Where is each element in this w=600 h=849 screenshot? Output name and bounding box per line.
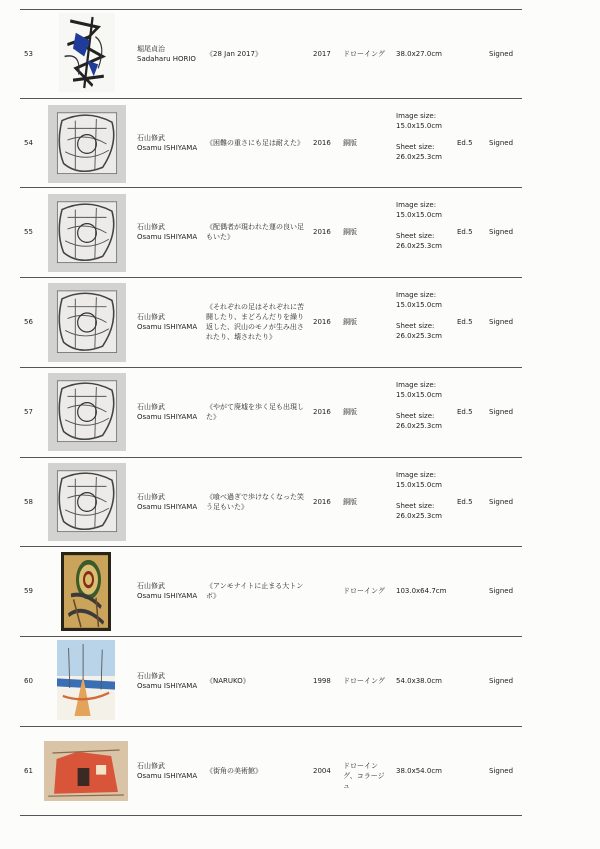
dimensions: 103.0x64.7cm xyxy=(396,587,447,595)
sheet-size-value: 26.0x25.3cm xyxy=(396,422,442,430)
signed-status: Signed xyxy=(489,587,514,595)
artist-name-en: Sadaharu HORIO xyxy=(137,54,196,63)
artist-name-ja: 石山修武 xyxy=(137,672,165,680)
edition: Ed.5 xyxy=(457,408,473,416)
artwork-thumbnail xyxy=(48,194,126,272)
row-divider xyxy=(20,277,522,278)
row-divider xyxy=(20,98,522,99)
edition: Ed.5 xyxy=(457,228,473,236)
medium: 銅版 xyxy=(343,138,357,147)
artist-name-ja: 石山修武 xyxy=(137,403,165,411)
image-size-value: 15.0x15.0cm xyxy=(396,301,442,309)
row-divider xyxy=(20,9,522,10)
artist-name-ja: 石山修武 xyxy=(137,761,165,770)
sheet-size-label: Sheet size: xyxy=(396,232,435,240)
medium: ドローイング、コラージュ xyxy=(343,761,385,790)
lot-number: 57 xyxy=(24,408,33,416)
dimensions: 38.0x27.0cm xyxy=(396,49,442,58)
image-size-value: 15.0x15.0cm xyxy=(396,391,442,399)
artist-name-en: Osamu ISHIYAMA xyxy=(137,682,198,690)
year: 2016 xyxy=(313,228,331,236)
image-size-label: Image size: xyxy=(396,201,437,209)
artwork-title: 《それぞれの足はそれぞれに苦闘したり、まどろんだりを繰り返した、沢山のモノが生み出されたり、壊されたり》 xyxy=(206,303,304,341)
image-size-value: 15.0x15.0cm xyxy=(396,480,442,489)
lot-number: 60 xyxy=(24,677,33,685)
medium: 銅版 xyxy=(343,228,357,236)
sheet-size-value: 26.0x25.3cm xyxy=(396,511,442,520)
artist-name-en: Osamu ISHIYAMA xyxy=(137,413,198,421)
lot-number: 55 xyxy=(24,228,33,236)
lot-number: 59 xyxy=(24,587,33,595)
lot-number: 53 xyxy=(24,49,33,58)
signed-status: Signed xyxy=(489,318,514,326)
year: 2017 xyxy=(313,49,331,58)
year: 2016 xyxy=(313,497,331,506)
artist-name-ja: 堀尾貞治 xyxy=(137,44,165,53)
medium: 銅版 xyxy=(343,318,357,326)
artwork-thumbnail xyxy=(48,373,126,451)
dimensions: 38.0x54.0cm xyxy=(396,766,442,775)
sheet-size-value: 26.0x25.3cm xyxy=(396,152,442,161)
row-divider xyxy=(20,546,522,547)
lot-number: 58 xyxy=(24,497,33,506)
row-divider xyxy=(20,187,522,188)
image-size-label: Image size: xyxy=(396,291,437,299)
image-size-label: Image size: xyxy=(396,470,437,479)
medium: 銅版 xyxy=(343,497,357,506)
artist-name-ja: 石山修武 xyxy=(137,313,165,321)
edition: Ed.5 xyxy=(457,138,473,147)
signed-status: Signed xyxy=(489,766,514,775)
artwork-thumbnail xyxy=(48,283,126,362)
signed-status: Signed xyxy=(489,497,514,506)
artwork-title: 《28 Jan 2017》 xyxy=(206,49,262,58)
image-size-value: 15.0x15.0cm xyxy=(396,121,442,130)
artwork-thumbnail xyxy=(48,463,126,541)
image-size-label: Image size: xyxy=(396,381,437,389)
signed-status: Signed xyxy=(489,408,514,416)
sheet-size-label: Sheet size: xyxy=(396,322,435,330)
artist-name-ja: 石山修武 xyxy=(137,223,165,231)
artwork-title: 《NARUKO》 xyxy=(206,677,250,685)
row-divider xyxy=(20,726,522,727)
signed-status: Signed xyxy=(489,228,514,236)
artwork-title: 《アンモナイトに止まる大トンボ》 xyxy=(206,582,304,600)
artwork-title: 《困難の重さにも足は耐えた》 xyxy=(206,138,304,147)
artist-name-ja: 石山修武 xyxy=(137,133,165,142)
edition: Ed.5 xyxy=(457,497,473,506)
sheet-size-value: 26.0x25.3cm xyxy=(396,242,442,250)
row-divider xyxy=(20,367,522,368)
artist-name-ja: 石山修武 xyxy=(137,582,165,590)
artist-name-ja: 石山修武 xyxy=(137,492,165,501)
artwork-thumbnail xyxy=(61,552,111,631)
year: 2004 xyxy=(313,766,331,775)
artist-name-en: Osamu ISHIYAMA xyxy=(137,502,198,511)
lot-number: 61 xyxy=(24,766,33,775)
sheet-size-label: Sheet size: xyxy=(396,501,435,510)
image-size-value: 15.0x15.0cm xyxy=(396,211,442,219)
year: 1998 xyxy=(313,677,331,685)
medium: ドローイング xyxy=(343,677,385,685)
year: 2016 xyxy=(313,318,331,326)
signed-status: Signed xyxy=(489,138,514,147)
row-divider xyxy=(20,457,522,458)
artist-name-en: Osamu ISHIYAMA xyxy=(137,233,198,241)
artwork-thumbnail xyxy=(59,13,115,92)
medium: 銅版 xyxy=(343,408,357,416)
sheet-size-label: Sheet size: xyxy=(396,142,435,151)
lot-number: 56 xyxy=(24,318,33,326)
edition: Ed.5 xyxy=(457,318,473,326)
artist-name-en: Osamu ISHIYAMA xyxy=(137,323,198,331)
artist-name-en: Osamu ISHIYAMA xyxy=(137,771,198,780)
artwork-title: 《やがて廃墟を歩く足も出現した》 xyxy=(206,403,304,421)
sheet-size-value: 26.0x25.3cm xyxy=(396,332,442,340)
artwork-thumbnail xyxy=(44,741,128,801)
row-divider xyxy=(20,815,522,816)
artwork-title: 《街角の美術館》 xyxy=(206,766,262,775)
medium: ドローイング xyxy=(343,587,385,595)
medium: ドローイング xyxy=(343,49,385,58)
artwork-title: 《配偶者が現われた運の良い足もいた》 xyxy=(206,223,304,241)
dimensions: 54.0x38.0cm xyxy=(396,677,442,685)
signed-status: Signed xyxy=(489,49,514,58)
artist-name-en: Osamu ISHIYAMA xyxy=(137,592,198,600)
artwork-thumbnail xyxy=(48,105,126,183)
lot-number: 54 xyxy=(24,138,33,147)
year: 2016 xyxy=(313,408,331,416)
year: 2016 xyxy=(313,138,331,147)
signed-status: Signed xyxy=(489,677,514,685)
row-divider xyxy=(20,636,522,637)
sheet-size-label: Sheet size: xyxy=(396,412,435,420)
artwork-thumbnail xyxy=(57,640,115,720)
image-size-label: Image size: xyxy=(396,111,437,120)
artist-name-en: Osamu ISHIYAMA xyxy=(137,143,198,152)
artwork-title: 《喰べ過ぎで歩けなくなった笑う足もいた》 xyxy=(206,492,304,511)
